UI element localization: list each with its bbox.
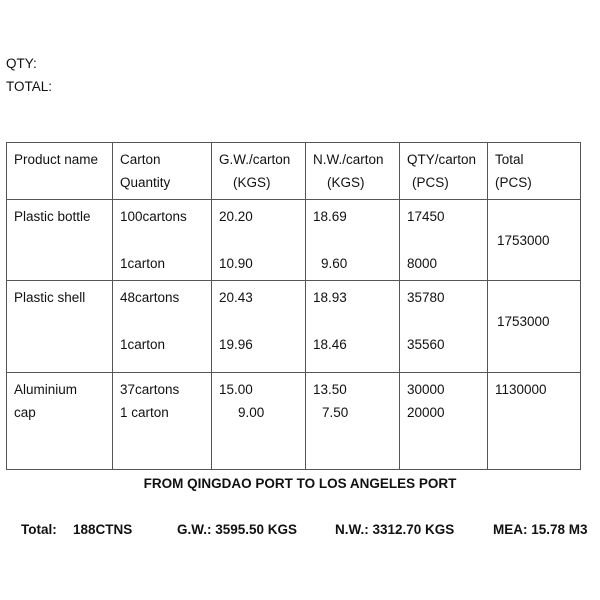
- qty-cell: 17450 8000: [400, 200, 488, 281]
- total-pcs-cell: 1130000: [488, 373, 581, 470]
- gw-cell: 15.00 9.00: [212, 373, 306, 470]
- summary-total-label: Total:: [21, 522, 57, 537]
- gw-cell: 20.43 19.96: [212, 281, 306, 373]
- qty-cell: 30000 20000: [400, 373, 488, 470]
- packing-table: [6, 142, 581, 470]
- summary-gross-weight: G.W.: 3595.50 KGS: [177, 522, 298, 537]
- summary-measurement: MEA: 15.78 M3: [493, 522, 588, 537]
- qty-cell: 35780 35560: [400, 281, 488, 373]
- nw-cell: 18.69 9.60: [306, 200, 400, 281]
- table-row: [7, 281, 581, 373]
- carton-qty-cell: 37cartons 1 carton: [113, 373, 212, 470]
- header-cell-carton-quantity: Carton Quantity: [113, 143, 212, 200]
- product-cell: Plastic shell: [7, 281, 113, 373]
- table-row: [7, 373, 581, 470]
- carton-qty-cell: 48cartons 1carton: [113, 281, 212, 373]
- header-cell-gw: G.W./carton (KGS): [212, 143, 306, 200]
- shipping-route: FROM QINGDAO PORT TO LOS ANGELES PORT: [143, 476, 457, 491]
- summary-total-value: 188CTNS: [73, 522, 133, 537]
- summary-net-weight: N.W.: 3312.70 KGS: [335, 522, 455, 537]
- table-header-row: [7, 143, 581, 200]
- nw-cell: 18.93 18.46: [306, 281, 400, 373]
- header-cell-total: Total (PCS): [488, 143, 581, 200]
- total-label: TOTAL:: [6, 79, 53, 94]
- header-cell-nw: N.W./carton (KGS): [306, 143, 400, 200]
- carton-qty-cell: 100cartons 1carton: [113, 200, 212, 281]
- nw-cell: 13.50 7.50: [306, 373, 400, 470]
- product-cell: Plastic bottle: [7, 200, 113, 281]
- total-pcs-cell: 1753000: [488, 281, 581, 373]
- header-cell-product: Product name: [7, 143, 113, 200]
- qty-label: QTY:: [6, 56, 37, 71]
- header-cell-qty: QTY/carton (PCS): [400, 143, 488, 200]
- product-cell: Aluminium cap: [7, 373, 113, 470]
- table-row: [7, 200, 581, 281]
- total-pcs-cell: 1753000: [488, 200, 581, 281]
- gw-cell: 20.20 10.90: [212, 200, 306, 281]
